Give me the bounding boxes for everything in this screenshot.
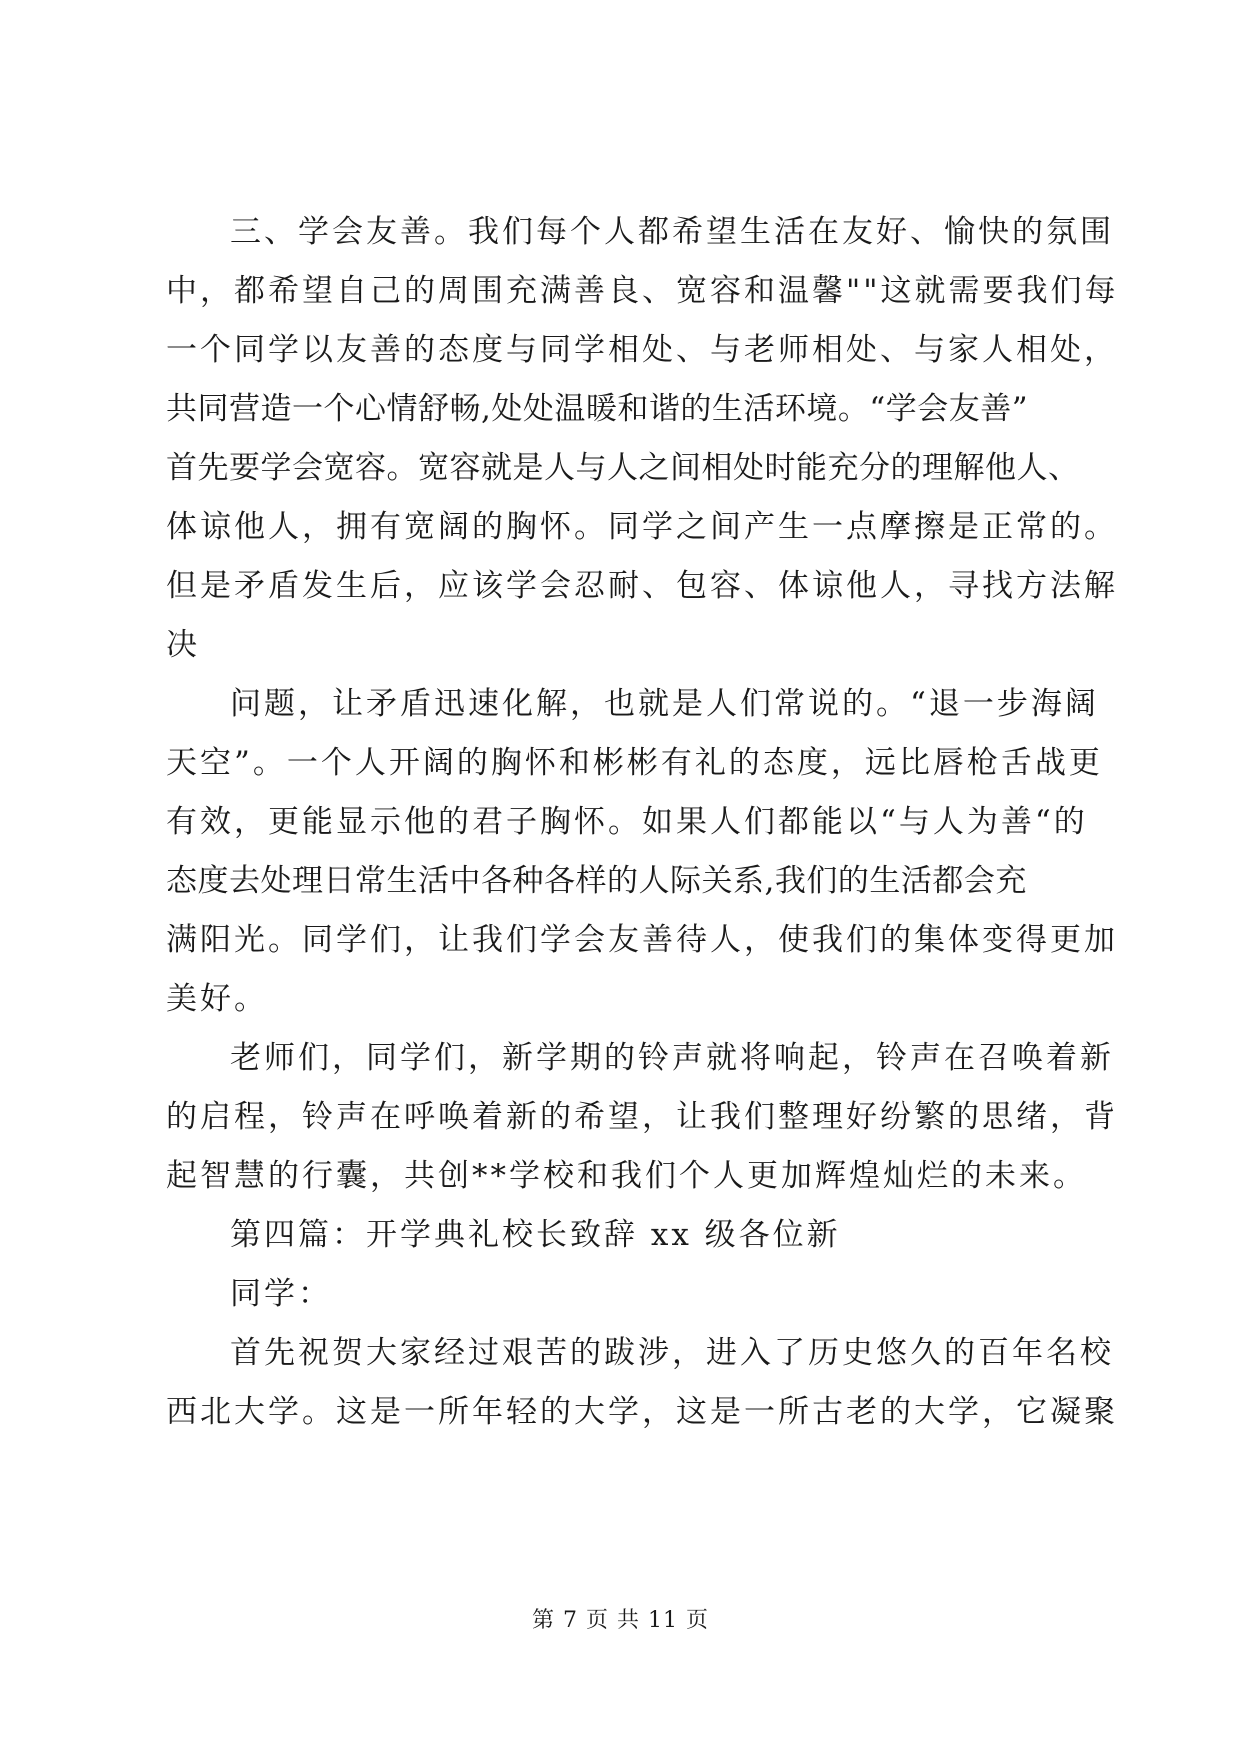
paragraph-line: 老师们，同学们，新学期的铃声就将响起，铃声在召唤着新 — [230, 1040, 1114, 1076]
paragraph-line: 决 — [166, 627, 200, 663]
paragraph-line: 起智慧的行囊，共创**学校和我们个人更加辉煌灿烂的未来。 — [166, 1158, 1087, 1194]
paragraph-line: 的启程，铃声在呼唤着新的希望，让我们整理好纷繁的思绪，背 — [166, 1099, 1118, 1135]
page-footer: 第 7 页 共 11 页 — [532, 1608, 709, 1633]
paragraph-line: 首先要学会宽容。宽容就是人与人之间相处时能充分的理解他人、 — [166, 450, 1080, 486]
paragraph-line: 首先祝贺大家经过艰苦的跋涉，进入了历史悠久的百年名校 — [230, 1335, 1114, 1371]
paragraph-line: 中，都希望自己的周围充满善良、宽容和温馨""这就需要我们每 — [166, 273, 1119, 309]
paragraph-line: 满阳光。同学们，让我们学会友善待人，使我们的集体变得更加 — [166, 922, 1118, 958]
paragraph-line: 但是矛盾发生后，应该学会忍耐、包容、体谅他人，寻找方法解 — [166, 568, 1118, 604]
paragraph-line: 体谅他人，拥有宽阔的胸怀。同学之间产生一点摩擦是正常的。 — [166, 509, 1118, 545]
paragraph-line: 天空”。一个人开阔的胸怀和彬彬有礼的态度，远比唇枪舌战更 — [166, 745, 1103, 781]
paragraph-line: 一个同学以友善的态度与同学相处、与老师相处、与家人相处， — [166, 332, 1118, 368]
paragraph-line: 态度去处理日常生活中各种各样的人际关系,我们的生活都会充 — [166, 863, 1027, 899]
paragraph-line: 三、学会友善。我们每个人都希望生活在友好、愉快的氛围 — [230, 214, 1114, 250]
paragraph-line: 问题，让矛盾迅速化解，也就是人们常说的。“退一步海阔 — [230, 686, 1099, 722]
paragraph-line: 共同营造一个心情舒畅,处处温暖和谐的生活环境。“学会友善” — [166, 391, 1029, 427]
paragraph-line: 有效，更能显示他的君子胸怀。如果人们都能以“与人为善“的 — [166, 804, 1088, 840]
salutation: 同学： — [230, 1276, 332, 1312]
paragraph-line: 美好。 — [166, 981, 268, 1017]
section-heading: 第四篇：开学典礼校长致辞 xx 级各位新 — [230, 1217, 841, 1253]
paragraph-line: 西北大学。这是一所年轻的大学，这是一所古老的大学，它凝聚 — [166, 1394, 1118, 1430]
